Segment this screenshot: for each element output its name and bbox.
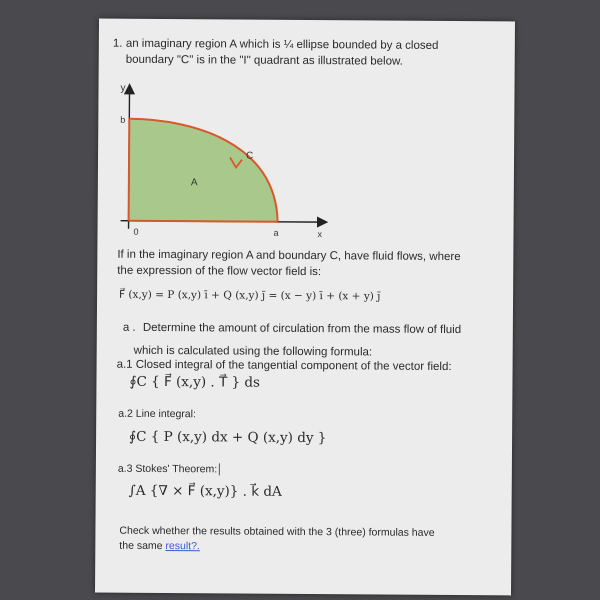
region-a-label: A (190, 177, 198, 189)
a2-label: a.2 Line integral: (118, 407, 196, 421)
x-axis-label: x (317, 229, 323, 240)
a2-formula: ∮C { P (x,y) dx + Q (x,y) dy } (129, 428, 327, 447)
region-a-fill (129, 119, 279, 222)
y-axis-label: y (120, 82, 126, 94)
footer-line-2 (119, 539, 200, 554)
result-link[interactable]: result?. (165, 540, 200, 553)
curve-c-label: C (246, 150, 254, 162)
part-a-label: a . (122, 321, 136, 334)
b-label: b (120, 114, 126, 125)
vector-field-equation: F⃗ (x,y) = P (x,y) ī + Q (x,y) j̄ = (x − y) ī + (x + y) j̄ (119, 288, 381, 303)
problem-number: 1. (112, 37, 123, 50)
a3-formula: ∫A {∇ × F⃗ (x,y)} . k⃗ dA (128, 482, 282, 500)
a3-label: a.3 Stokes' Theorem: (117, 462, 218, 476)
part-a-line-1: Determine the amount of circulation from the mass flow of fluid (142, 321, 462, 337)
a3-label-wrap (118, 462, 220, 477)
footer-line-1: Check whether the results obtained with the 3 (three) formulas have (119, 524, 435, 539)
problem-line-1: an imaginary region A which is ¼ ellipse bounded by a closed (125, 37, 439, 52)
a-label: a (273, 227, 279, 238)
problem-line-2: boundary "C" is in the "I" quadrant as illustrated below. (125, 53, 403, 68)
a1-formula: ∮C { F⃗ (x,y) . T⃗ } ds (129, 373, 261, 391)
part-a-line-2: which is calculated using the following formula: (133, 344, 373, 359)
document-page (95, 19, 515, 596)
boundary-y-edge (129, 119, 130, 221)
origin-label: 0 (133, 226, 139, 237)
footer-line-2-prefix: the same (119, 539, 166, 553)
boundary-x-edge (129, 221, 278, 222)
quarter-ellipse-figure (115, 79, 336, 241)
a1-label: a.1 Closed integral of the tangential component of the vector field: (116, 358, 452, 374)
flow-line-2: the expression of the flow vector field is: (117, 264, 322, 279)
flow-line-1: If in the imaginary region A and boundary C, have fluid flows, where (117, 248, 461, 264)
text-cursor (219, 464, 220, 476)
